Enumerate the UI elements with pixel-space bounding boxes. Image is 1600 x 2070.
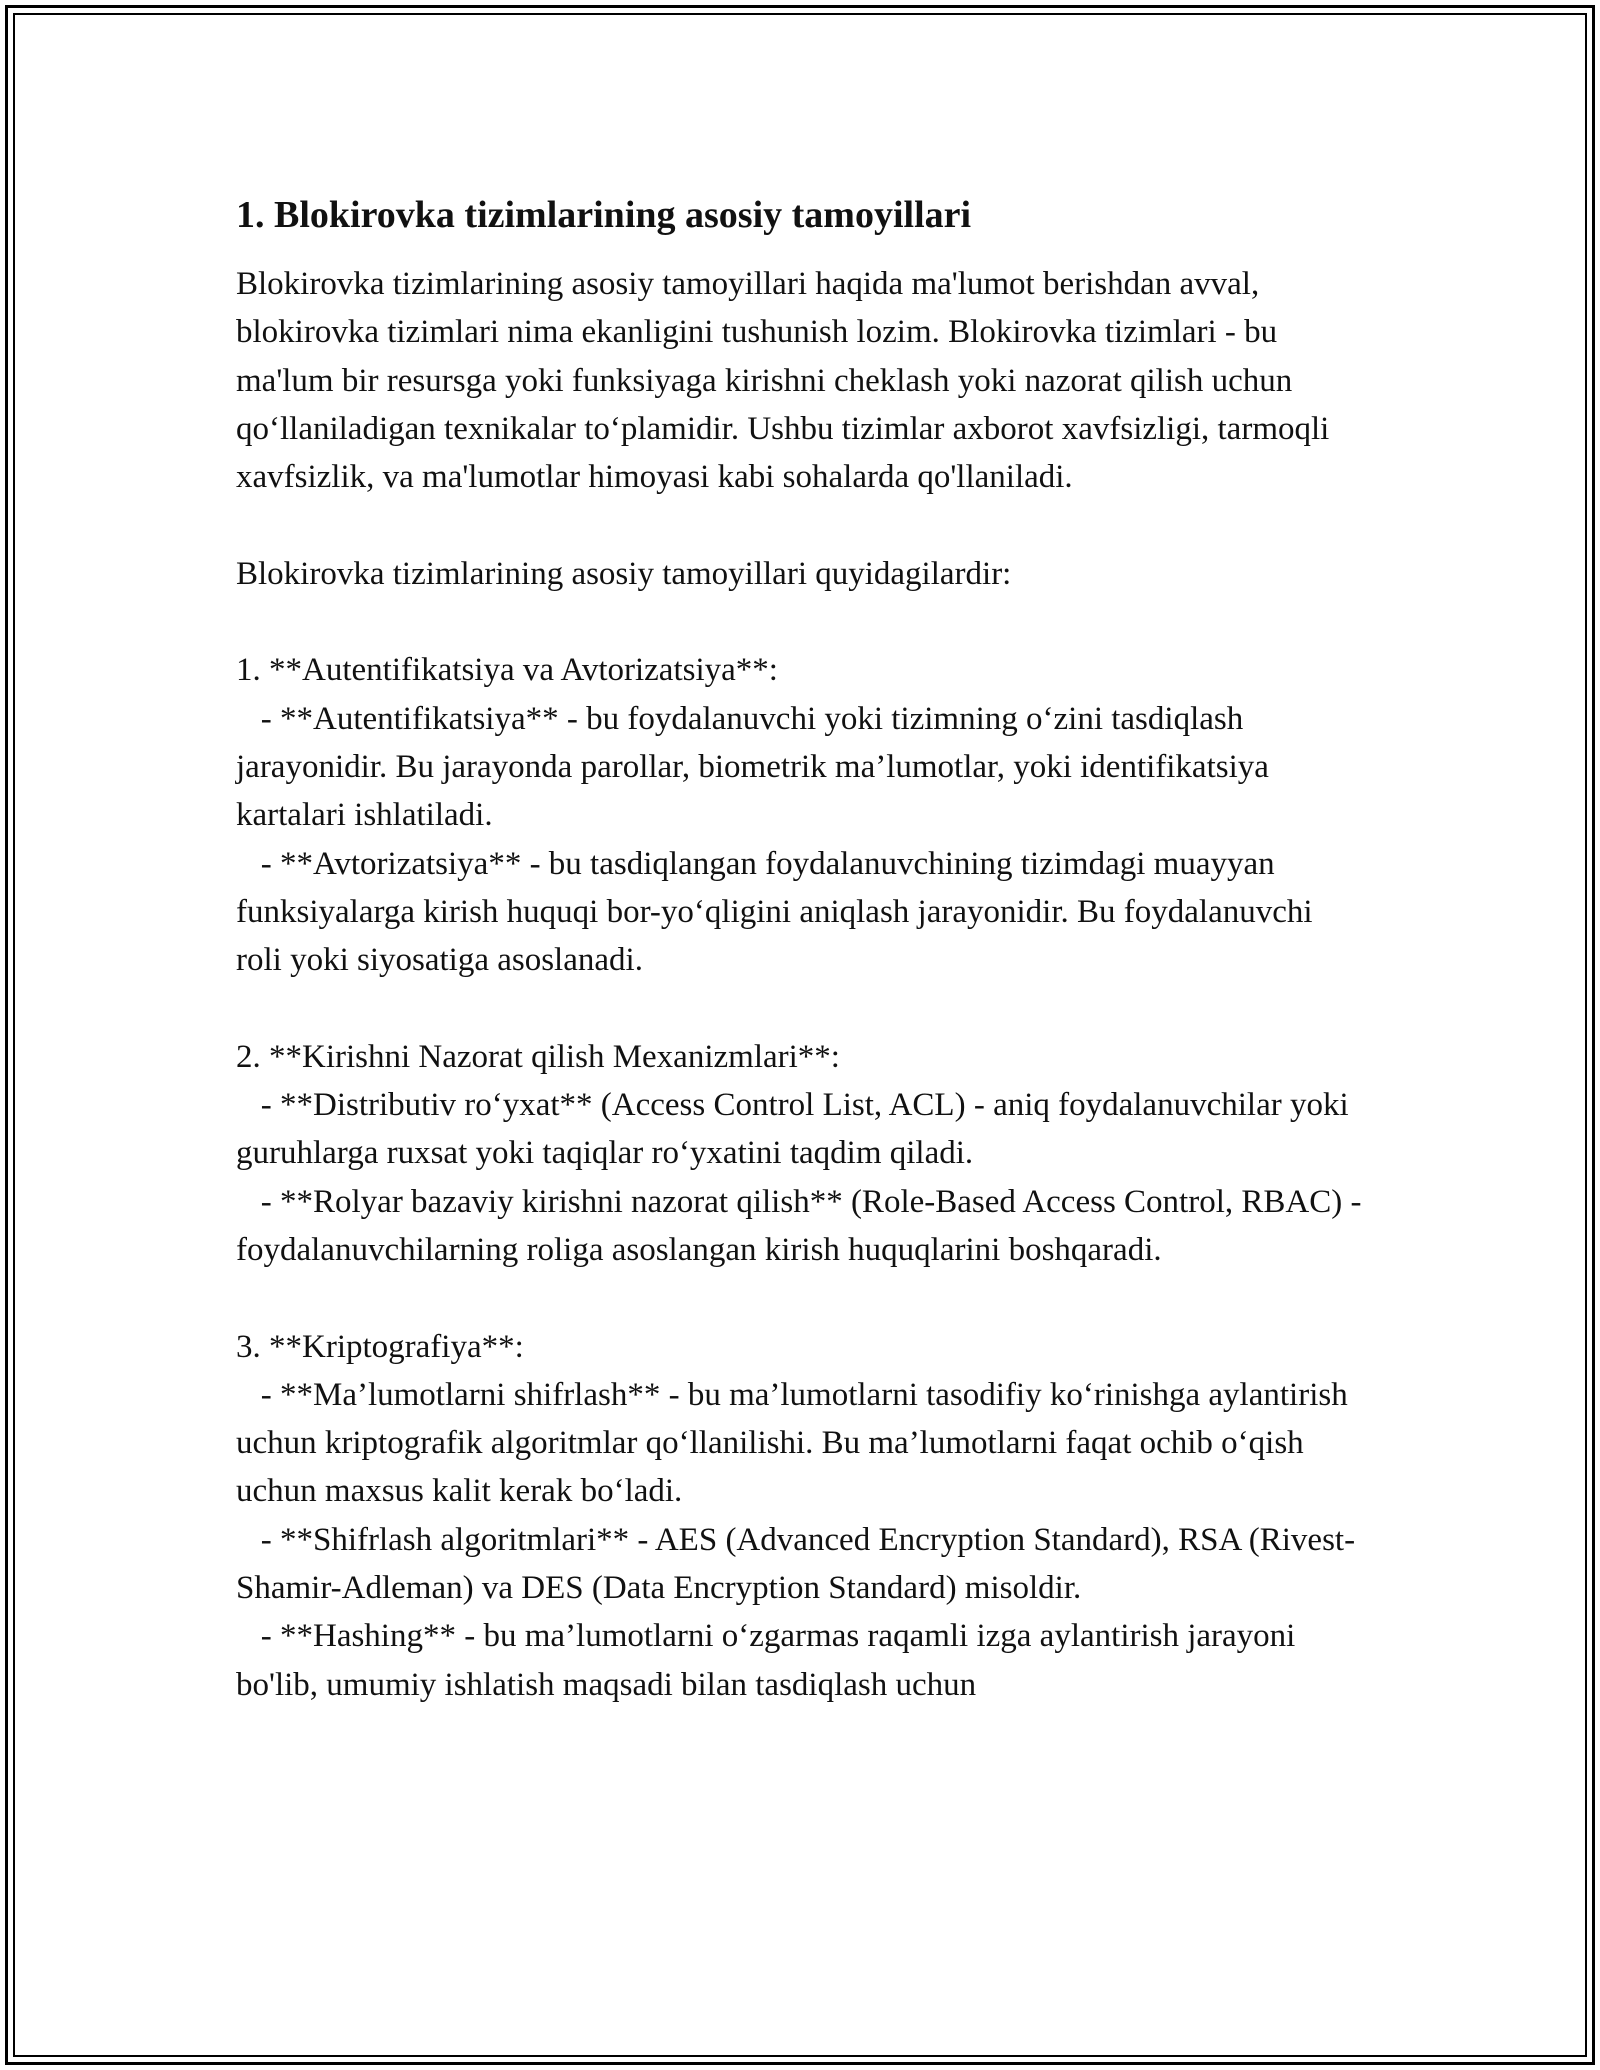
paragraph-gap [236,1274,1366,1322]
paragraph-gap [236,501,1366,549]
document-body [236,188,1366,1709]
paragraph-gap [236,598,1366,646]
section-heading: 1. Blokirovka tizimlarining asosiy tamoyillari [236,194,972,236]
principle-authentication: 1. **Autentifikatsiya va Avtorizatsiya**: - **Autentifikatsiya** - bu foydalanuvchi yoki tizimning o‘zini tasdiqlash jarayonidir. Bu jarayonda parollar, biometrik ma’lumotlar, yoki identifikatsiya kartalari ishlatiladi. - **Avtorizatsiya** - bu tasdiqlangan foydalanuvchining tizimdagi muayyan funksiyalarga kirish huquqi bor-yo‘qligini aniqlash jarayonidir. Bu foydalanuvchi roli yoki siyosatiga asoslanadi. [236,652,1313,979]
principle-cryptography: 3. **Kriptografiya**: - **Ma’lumotlarni shifrlash** - bu ma’lumotlarni tasodifiy ko‘rinishga aylantirish uchun kriptografik algoritmlar qo‘llanilishi. Bu ma’lumotlarni faqat ochib o‘qish uchun maxsus kalit kerak bo‘ladi. - **Shifrlash algoritmlari** - AES (Advanced Encryption Standard), RSA (Rivest-Shamir-Adleman) va DES (Data Encryption Standard) misoldir. - **Hashing** - bu ma’lumotlarni o‘zgarmas raqamli izga aylantirish jarayoni bo'lib, umumiy ishlatish maqsadi bilan tasdiqlash uchun [236,1328,1356,1703]
intro-paragraph: Blokirovka tizimlarining asosiy tamoyillari haqida ma'lumot berishdan avval, blokirovka tizimlari nima ekanligini tushunish lozim. Blokirovka tizimlari - bu ma'lum bir resursga yoki funksiyaga kirishni cheklash yoki nazorat qilish uchun qo‘llaniladigan texnikalar to‘plamidir. Ushbu tizimlar axborot xavfsizligi, tarmoqli xavfsizlik, va ma'lumotlar himoyasi kabi sohalarda qo'llaniladi. [236,266,1338,496]
principle-access-control: 2. **Kirishni Nazorat qilish Mexanizmlari**: - **Distributiv ro‘yxat** (Access Control List, ACL) - aniq foydalanuvchilar yoki guruhlarga ruxsat yoki taqiqlar ro‘yxatini taqdim qiladi. - **Rolyar bazaviy kirishni nazorat qilish** (Role-Based Access Control, RBAC) - foydalanuvchilarning roliga asoslangan kirish huquqlarini boshqaradi. [236,1038,1362,1268]
paragraph-gap [236,984,1366,1032]
principles-lead-paragraph: Blokirovka tizimlarining asosiy tamoyillari quyidagilardir: [236,555,1012,592]
